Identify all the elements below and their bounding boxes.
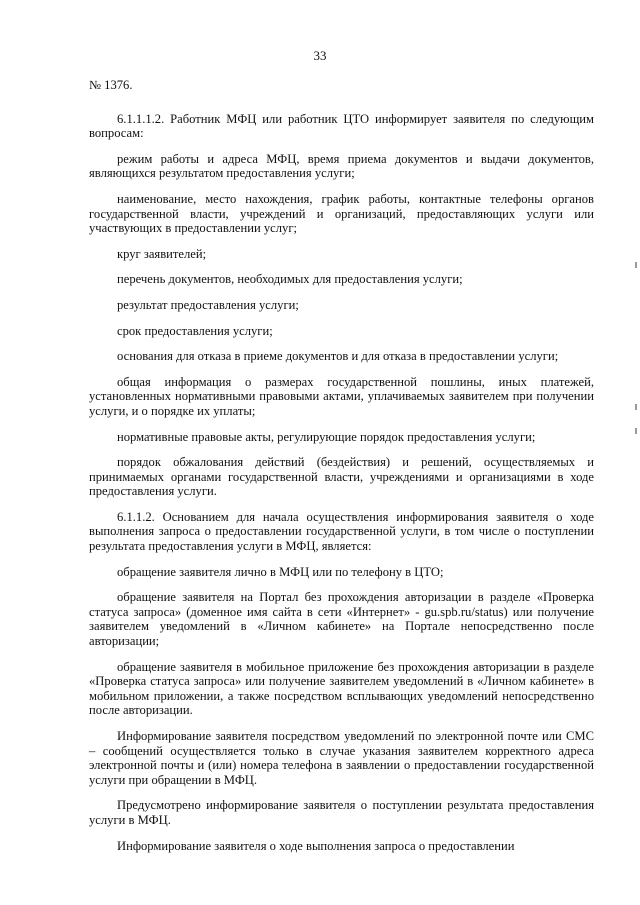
paragraph-mobile-app: обращение заявителя в мобильное приложение без прохождения авторизации в разделе «Проверка статуса запроса» или получение заявителем уведомлений в «Личном кабинете» в мобильном приложении, а также посредством всплывающих уведомлений непосредственно после авторизации. xyxy=(89,659,594,718)
paragraph-email-sms: Информирование заявителя посредством уведомлений по электронной почте или СМС – сообщений осуществляется только в случае указания заявителем корректного адреса электронной почты и (или) номера телефона в заявлении о предоставлении государственной услуги при обращении в МФЦ. xyxy=(89,729,594,787)
paragraph-organizations: наименование, место нахождения, график работы, контактные телефоны органов государственной власти, учреждений и организаций, предоставляющих услуги или участвующих в предоставлении услуг; xyxy=(89,191,594,236)
paragraph-informing-progress: Информирование заявителя о ходе выполнения запроса о предоставлении xyxy=(117,838,515,853)
paragraph-refusal-grounds: основания для отказа в приеме документов и для отказа в предоставлении услуги; xyxy=(117,349,559,364)
paragraph-working-hours: режим работы и адреса МФЦ, время приема документов и выдачи документов, являющихся результатом предоставления услуги; xyxy=(89,151,594,181)
scan-artifact xyxy=(635,428,637,434)
paragraph-fees: общая информация о размерах государственной пошлины, иных платежей, установленных нормативными правовыми актами, уплачиваемых заявителем при получении услуги, и о порядке их уплаты; xyxy=(89,374,594,418)
paragraph-personal-visit: обращение заявителя лично в МФЦ или по телефону в ЦТО; xyxy=(117,564,444,579)
page-number: 33 xyxy=(313,48,327,63)
paragraph-result-notification: Предусмотрено информирование заявителя о поступлении результата предоставления услуги в МФЦ. xyxy=(89,798,594,827)
paragraph-6-1-1-1-2: 6.1.1.1.2. Работник МФЦ или работник ЦТО информирует заявителя по следующим вопросам: xyxy=(89,111,594,141)
paragraph-legal-acts: нормативные правовые акты, регулирующие порядок предоставления услуги; xyxy=(117,429,536,444)
scan-artifact xyxy=(635,404,637,410)
paragraph-service-term: срок предоставления услуги; xyxy=(117,323,273,338)
paragraph-service-result: результат предоставления услуги; xyxy=(117,297,299,312)
paragraph-portal: обращение заявителя на Портал без прохождения авторизации в разделе «Проверка статуса запроса» (доменное имя сайта в сети «Интернет» - gu.spb.ru/status) или получение заявителем уведомлений в «Личном кабинете» на Портале непосредственно после авторизации; xyxy=(89,590,594,649)
scan-artifact xyxy=(635,262,637,268)
paragraph-6-1-1-2: 6.1.1.2. Основанием для начала осуществления информирования заявителя о ходе выполнения запроса о предоставлении государственной услуги, в том числе о поступлении результата предоставления услуги в МФЦ, является: xyxy=(89,509,594,554)
document-reference: № 1376. xyxy=(89,78,133,92)
document-body xyxy=(89,78,594,853)
paragraph-appeal-procedure: порядок обжалования действий (бездействия) и решений, осуществляемых и принимаемых органами государственной власти, учреждениями и организациями в ходе предоставления услуги. xyxy=(89,455,594,499)
paragraph-documents-list: перечень документов, необходимых для предоставления услуги; xyxy=(117,272,463,287)
paragraph-applicants: круг заявителей; xyxy=(117,246,207,261)
